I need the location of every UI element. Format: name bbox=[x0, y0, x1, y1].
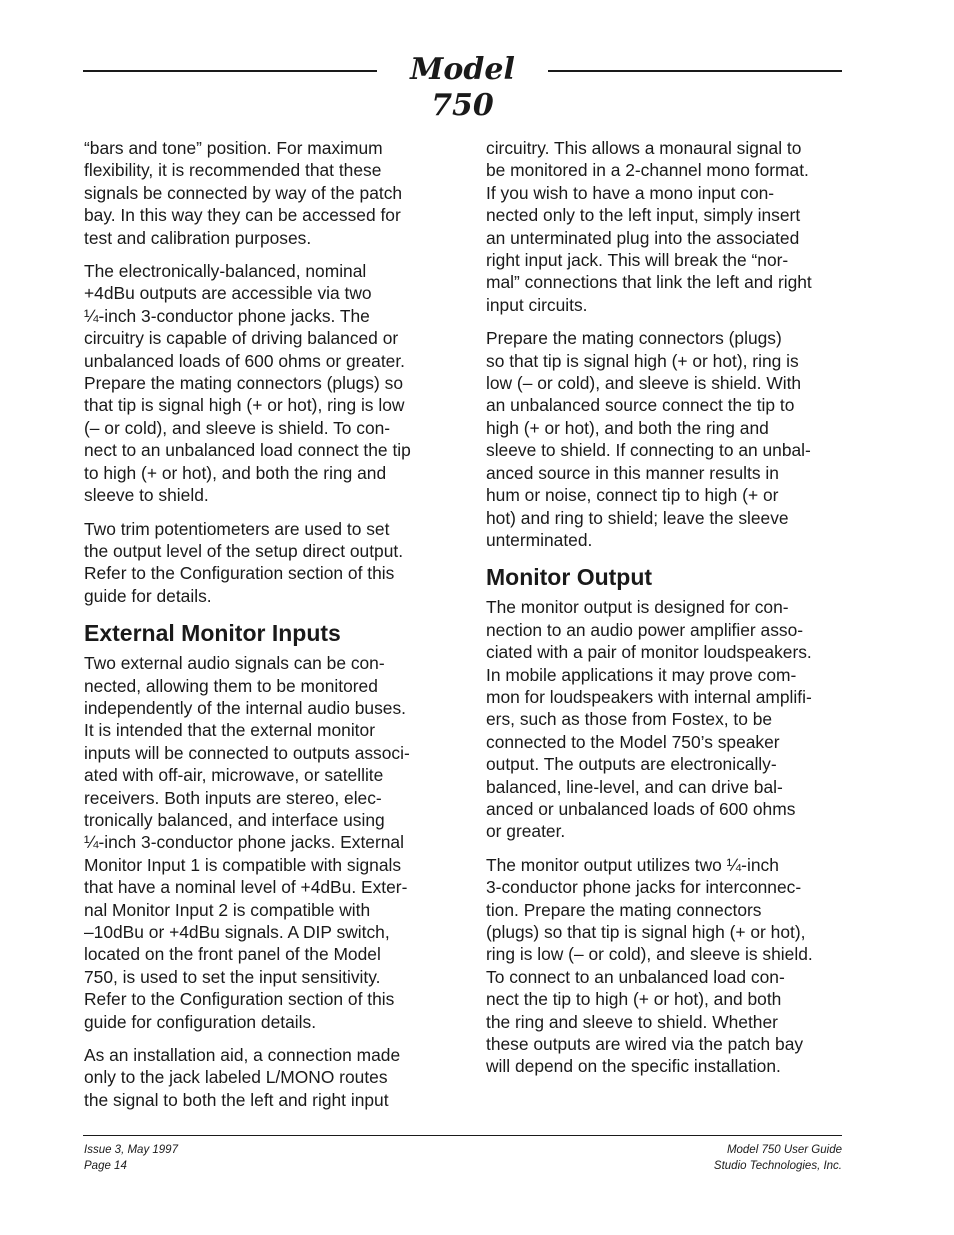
paragraph: The monitor output utilizes two ¼-inch 3-conductor phone jacks for interconnec- tion. Prepare the mating connectors (plugs) so that tip is signal high (+ or hot), ring is low (– or cold), and sleeve is shield. To connect to an unbalanced load con- nect the tip to high (+ or hot), and both the ring and sleeve to shield. Whether these outputs are wired via the patch bay will depend on the specific installation. bbox=[486, 854, 813, 1077]
header-rule-left bbox=[83, 70, 377, 72]
right-column bbox=[486, 137, 846, 1089]
footer-issue-page: Issue 3, May 1997 Page 14 bbox=[84, 1144, 178, 1172]
paragraph: As an installation aid, a connection made only to the jack labeled L/MONO routes the signal to both the left and right input bbox=[84, 1045, 401, 1110]
paragraph: circuitry. This allows a monaural signal to be monitored in a 2-channel mono format. If you wish to have a mono input con- nected only to the left input, simply insert an unterminated plug into the associated right input jack. This will break the “nor- mal” connections that link the left and right input circuits. bbox=[486, 138, 812, 315]
paragraph: The monitor output is designed for con- nection to an audio power amplifier asso- ciated with a pair of monitor loudspeakers. In mobile applications it may prove com- mon for loudspeakers with internal amplifi- ers, such as those from Fostex, to be connected to the Model 750’s speaker output. The outputs are electronically- balanced, line-level, and can drive bal- anced or unbalanced loads of 600 ohms or greater. bbox=[486, 597, 812, 842]
section-heading-monitor-output: Monitor Output bbox=[486, 564, 653, 591]
footer-rule bbox=[83, 1135, 842, 1136]
footer-guide-company: Model 750 User Guide Studio Technologies, Inc. bbox=[713, 1144, 842, 1172]
left-column bbox=[84, 137, 444, 1122]
paragraph: The electronically-balanced, nominal +4dBu outputs are accessible via two ¼-inch 3-conductor phone jacks. The circuitry is capable of driving balanced or unbalanced loads of 600 ohms or greater. Prepare the mating connectors (plugs) so that tip is signal high (+ or hot), ring is low (– or cold), and sleeve is shield. To con- nect to an unbalanced load connect the tip to high (+ or hot), and both the ring and sleeve to shield. bbox=[84, 261, 411, 506]
header-rule-right bbox=[548, 70, 842, 72]
page-title: Model 750 bbox=[410, 52, 515, 123]
section-heading-external-monitor-inputs: External Monitor Inputs bbox=[84, 620, 341, 647]
paragraph: Two trim potentiometers are used to set the output level of the setup direct output. Refer to the Configuration section of this guide for details. bbox=[84, 518, 404, 606]
paragraph: Two external audio signals can be con- nected, allowing them to be monitored independently of the internal audio buses. It is intended that the external monitor inputs will be connected to outputs associ- ated with off-air, microwave, or satellite receivers. Both inputs are stereo, elec- tronically balanced, and interface using ¼-inch 3-conductor phone jacks. External Monitor Input 1 is compatible with signals that have a nominal level of +4dBu. Exter- nal Monitor Input 2 is compatible with –10dBu or +4dBu signals. A DIP switch, located on the front panel of the Model 750, is used to set the input sensitivity. Refer to the Configuration section of this guide for configuration details. bbox=[84, 653, 410, 1032]
paragraph: “bars and tone” position. For maximum flexibility, it is recommended that these signals be connected by way of the patch bay. In this way they can be accessed for test and calibration purposes. bbox=[84, 138, 403, 248]
paragraph: Prepare the mating connectors (plugs) so that tip is signal high (+ or hot), ring is low (– or cold), and sleeve is shield. With an unbalanced source connect the tip to high (+ or hot), and both the ring and sleeve to shield. If connecting to an unbal- anced source in this manner results in hum or noise, connect tip to high (+ or hot) and ring to shield; leave the sleeve unterminated. bbox=[486, 328, 811, 550]
